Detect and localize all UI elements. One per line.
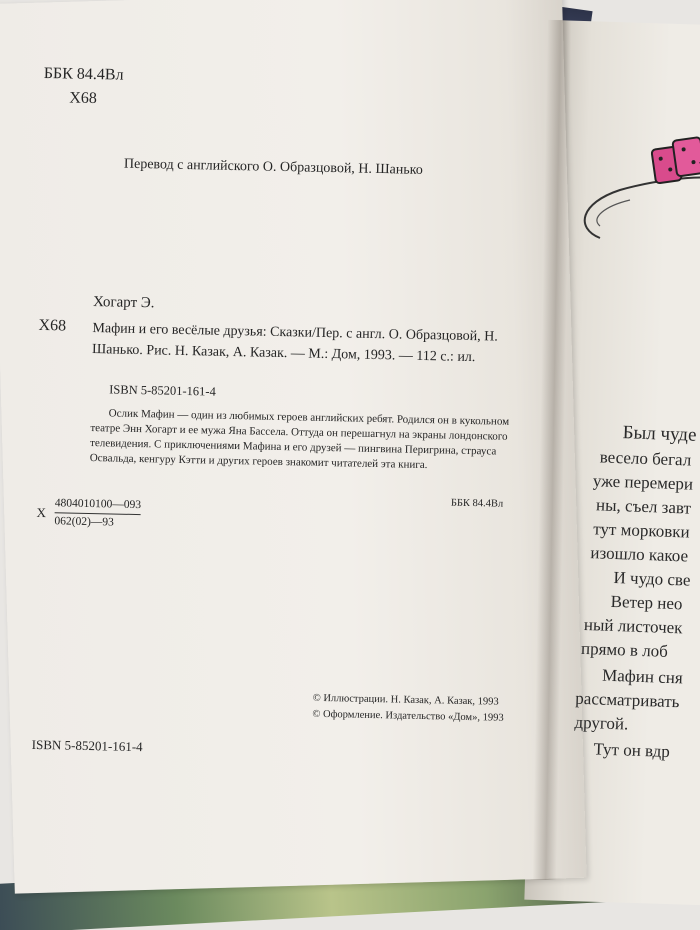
author-mark-2: Х68 xyxy=(38,316,67,335)
bbk-code: ББК 84.4Вл xyxy=(43,64,124,84)
story-line: прямо в лоб xyxy=(580,638,669,661)
copyright-design: © Оформление. Издательство «Дом», 1993 xyxy=(312,708,504,724)
story-line: тут морковки xyxy=(592,519,690,542)
catalog-numerator: 4804010100—093 xyxy=(55,495,142,515)
bibliographic-description: Мафин и его весёлые друзья: Сказки/Пер. с англ. О. Образцовой, Н. Шанько. Рис. Н. Казак, А. Казак. — М.: Дом, 1993. — 112 с.: ил. xyxy=(91,321,499,366)
annotation: Ослик Мафин — один из любимых героев английских ребят. Родился он в кукольном театре Энн Хогарт и ее мужа Яна Бассела. Оттуда он перешагнул на экраны лондонского телевидения. С приключениями Мафина и его друзей — пингвина Перигрина, страуса Освальда, кенгуру Кэтти и других героев знакомит читателей эта книга. xyxy=(89,407,510,472)
story-line: Ветер нео xyxy=(610,591,683,614)
author-mark: Х68 xyxy=(69,89,98,108)
story-line: уже перемери xyxy=(592,471,694,494)
bbk-code-small: ББК 84.4Вл xyxy=(450,497,504,510)
isbn-bottom: ISBN 5-85201-161-4 xyxy=(31,736,143,755)
story-line: изошло какое xyxy=(590,543,689,566)
story-line: другой. xyxy=(574,712,629,734)
isbn: ISBN 5-85201-161-4 xyxy=(109,382,216,399)
translation-note: Перевод с английского О. Образцовой, Н. Шанько xyxy=(123,156,423,178)
story-line: ный листочек xyxy=(583,614,683,638)
story-line: Был чуде xyxy=(622,422,697,446)
story-line: И чудо све xyxy=(613,567,691,590)
story-line: рассматривать xyxy=(575,688,680,712)
author-name: Хогарт Э. xyxy=(92,294,155,312)
story-line: Тут он вдр xyxy=(593,739,671,762)
catalog-letter: Х xyxy=(36,504,47,521)
story-line: ны, съел завт xyxy=(595,495,692,518)
catalog-denominator: 062(02)—93 xyxy=(54,515,114,529)
copyright-illustrations: © Иллюстрации. Н. Казак, А. Казак, 1993 xyxy=(312,692,499,708)
catalog-fraction xyxy=(54,495,141,531)
story-line: весело бегал xyxy=(599,447,692,470)
story-line: Мафин сня xyxy=(601,665,684,688)
